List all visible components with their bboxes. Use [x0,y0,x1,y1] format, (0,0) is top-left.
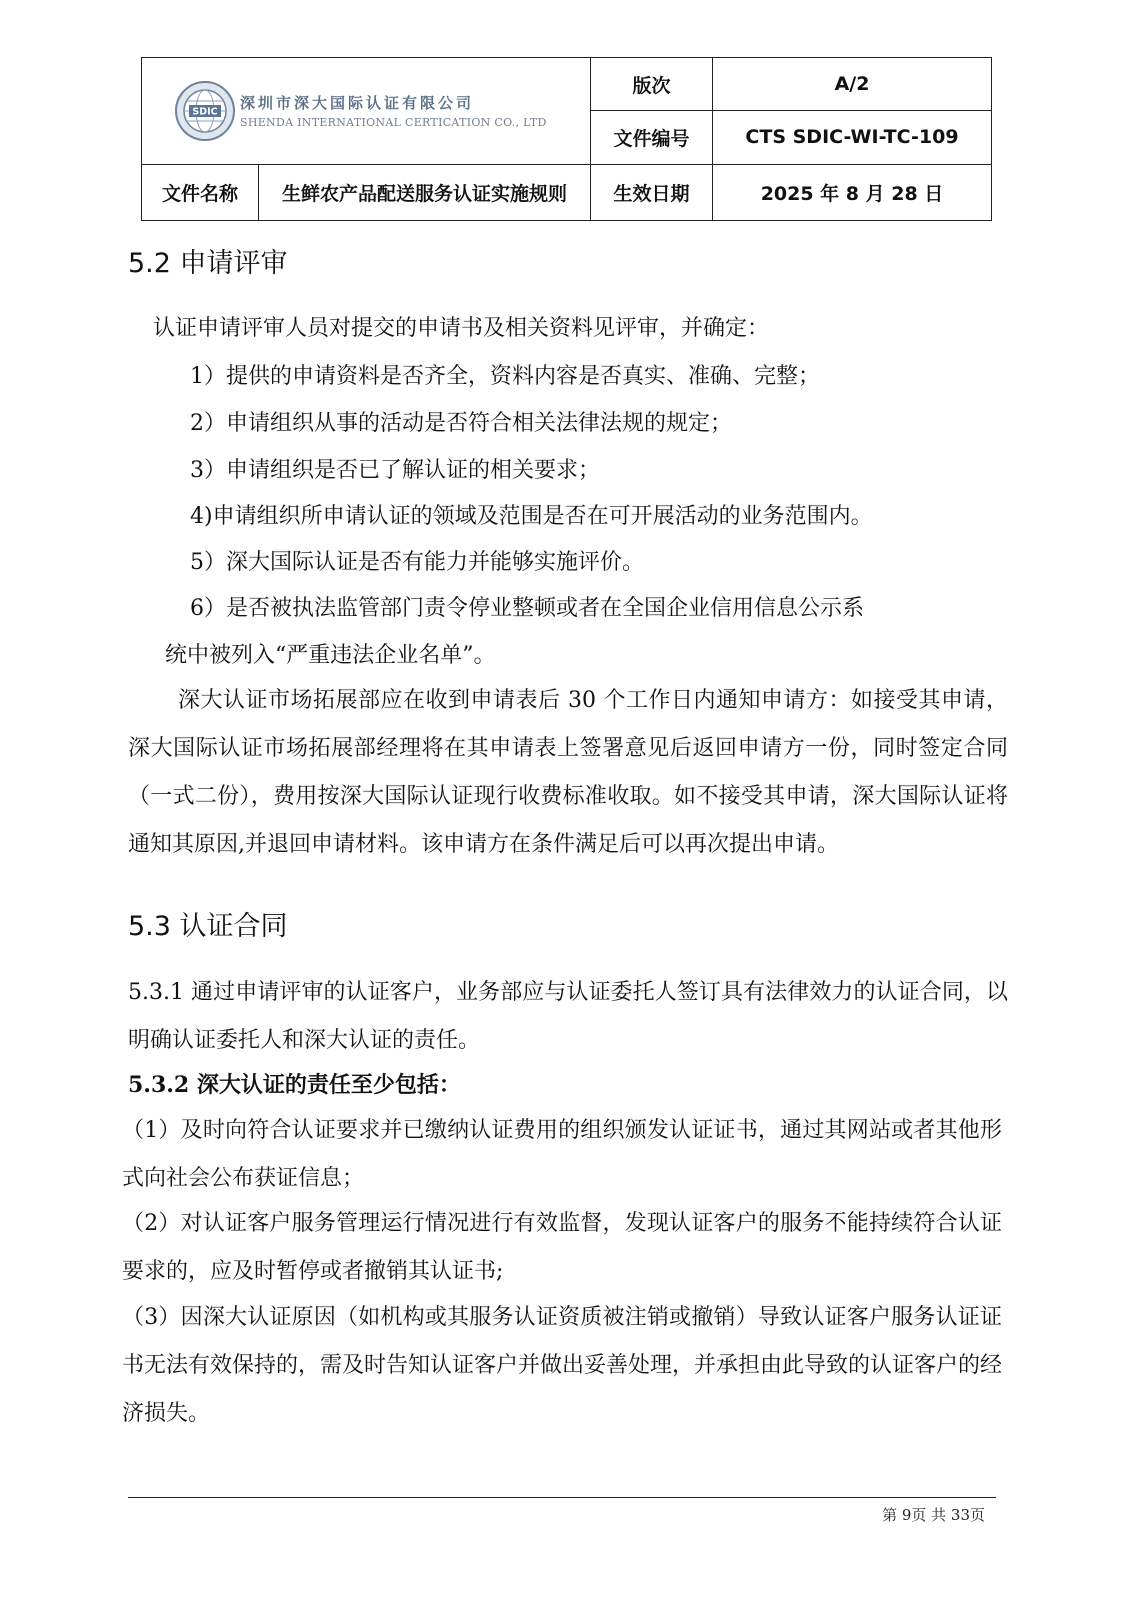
version-value: A/2 [713,58,992,111]
company-logo-cell [142,58,591,165]
review-item-4: 4)申请组织所申请认证的领域及范围是否在可开展活动的业务范围内。 [190,504,873,529]
responsibility-item-3: （3）因深大认证原因（如机构或其服务认证资质被注销或撤销）导致认证客户服务认证证书无法有效保持的，需及时告知认证客户并做出妥善处理，并承担由此导致的认证客户的经济损失。 [122,1305,1003,1426]
document-number-label: 文件编号 [591,111,713,164]
review-item-2: 2）申请组织从事的活动是否符合相关法律法规的规定； [190,411,732,436]
section-5-3-heading: 5.3 认证合同 [128,911,288,942]
document-name-label: 文件名称 [142,164,259,220]
responsibility-item-1: （1）及时向符合认证要求并已缴纳认证费用的组织颁发认证证书，通过其网站或者其他形式向社会公布获证信息； [122,1118,1002,1191]
review-item-6: 6）是否被执法监管部门责令停业整顿或者在全国企业信用信息公示系 [190,596,864,621]
effective-date-label: 生效日期 [591,164,713,220]
section-5-2-paragraph: 深大认证市场拓展部应在收到申请表后 30 个工作日内通知申请方：如接受其申请，深大国际认证市场拓展部经理将在其申请表上签署意见后返回申请方一份，同时签定合同（一式二份），费用按深大国际认证现行收费标准收取。如不接受其申请，深大国际认证将通知其原因,并退回申请材料。该申请方在条件满足后可以再次提出申请。 [128,688,1008,857]
company-name-cn: 深圳市深大国际认证有限公司 [240,94,475,113]
effective-date-value: 2025 年 8 月 28 日 [713,164,992,220]
svg-text:SDIC: SDIC [192,106,218,118]
review-item-3: 3）申请组织是否已了解认证的相关要求； [190,458,600,483]
document-number-value: CTS SDIC-WI-TC-109 [713,111,992,164]
review-item-1: 1）提供的申请资料是否齐全，资料内容是否真实、准确、完整； [190,364,820,389]
document-name-value: 生鲜农产品配送服务认证实施规则 [259,164,591,220]
version-label: 版次 [591,58,713,111]
clause-5-3-1: 5.3.1 通过申请评审的认证客户，业务部应与认证委托人签订具有法律效力的认证合同，以明确认证委托人和深大认证的责任。 [128,980,1008,1053]
document-header-table [141,57,992,221]
review-item-5: 5）深大国际认证是否有能力并能够实施评价。 [190,550,644,575]
section-5-2-heading: 5.2 申请评审 [128,248,288,279]
section-5-2-intro: 认证申请评审人员对提交的申请书及相关资料见评审，并确定： [153,316,770,341]
globe-seal-icon [174,80,236,142]
company-name-en: SHENDA INTERNATIONAL CERTICATION CO., LTD [240,116,547,130]
page-number: 第 9页 共 33页 [882,1506,985,1524]
clause-5-3-2-heading: 5.3.2 深大认证的责任至少包括： [128,1072,461,1098]
review-item-6-continued: 统中被列入“严重违法企业名单”。 [165,643,496,668]
responsibility-item-2: （2）对认证客户服务管理运行情况进行有效监督，发现认证客户的服务不能持续符合认证要求的，应及时暂停或者撤销其认证书; [122,1211,1002,1284]
company-logo [142,80,590,142]
footer-divider [128,1497,996,1498]
